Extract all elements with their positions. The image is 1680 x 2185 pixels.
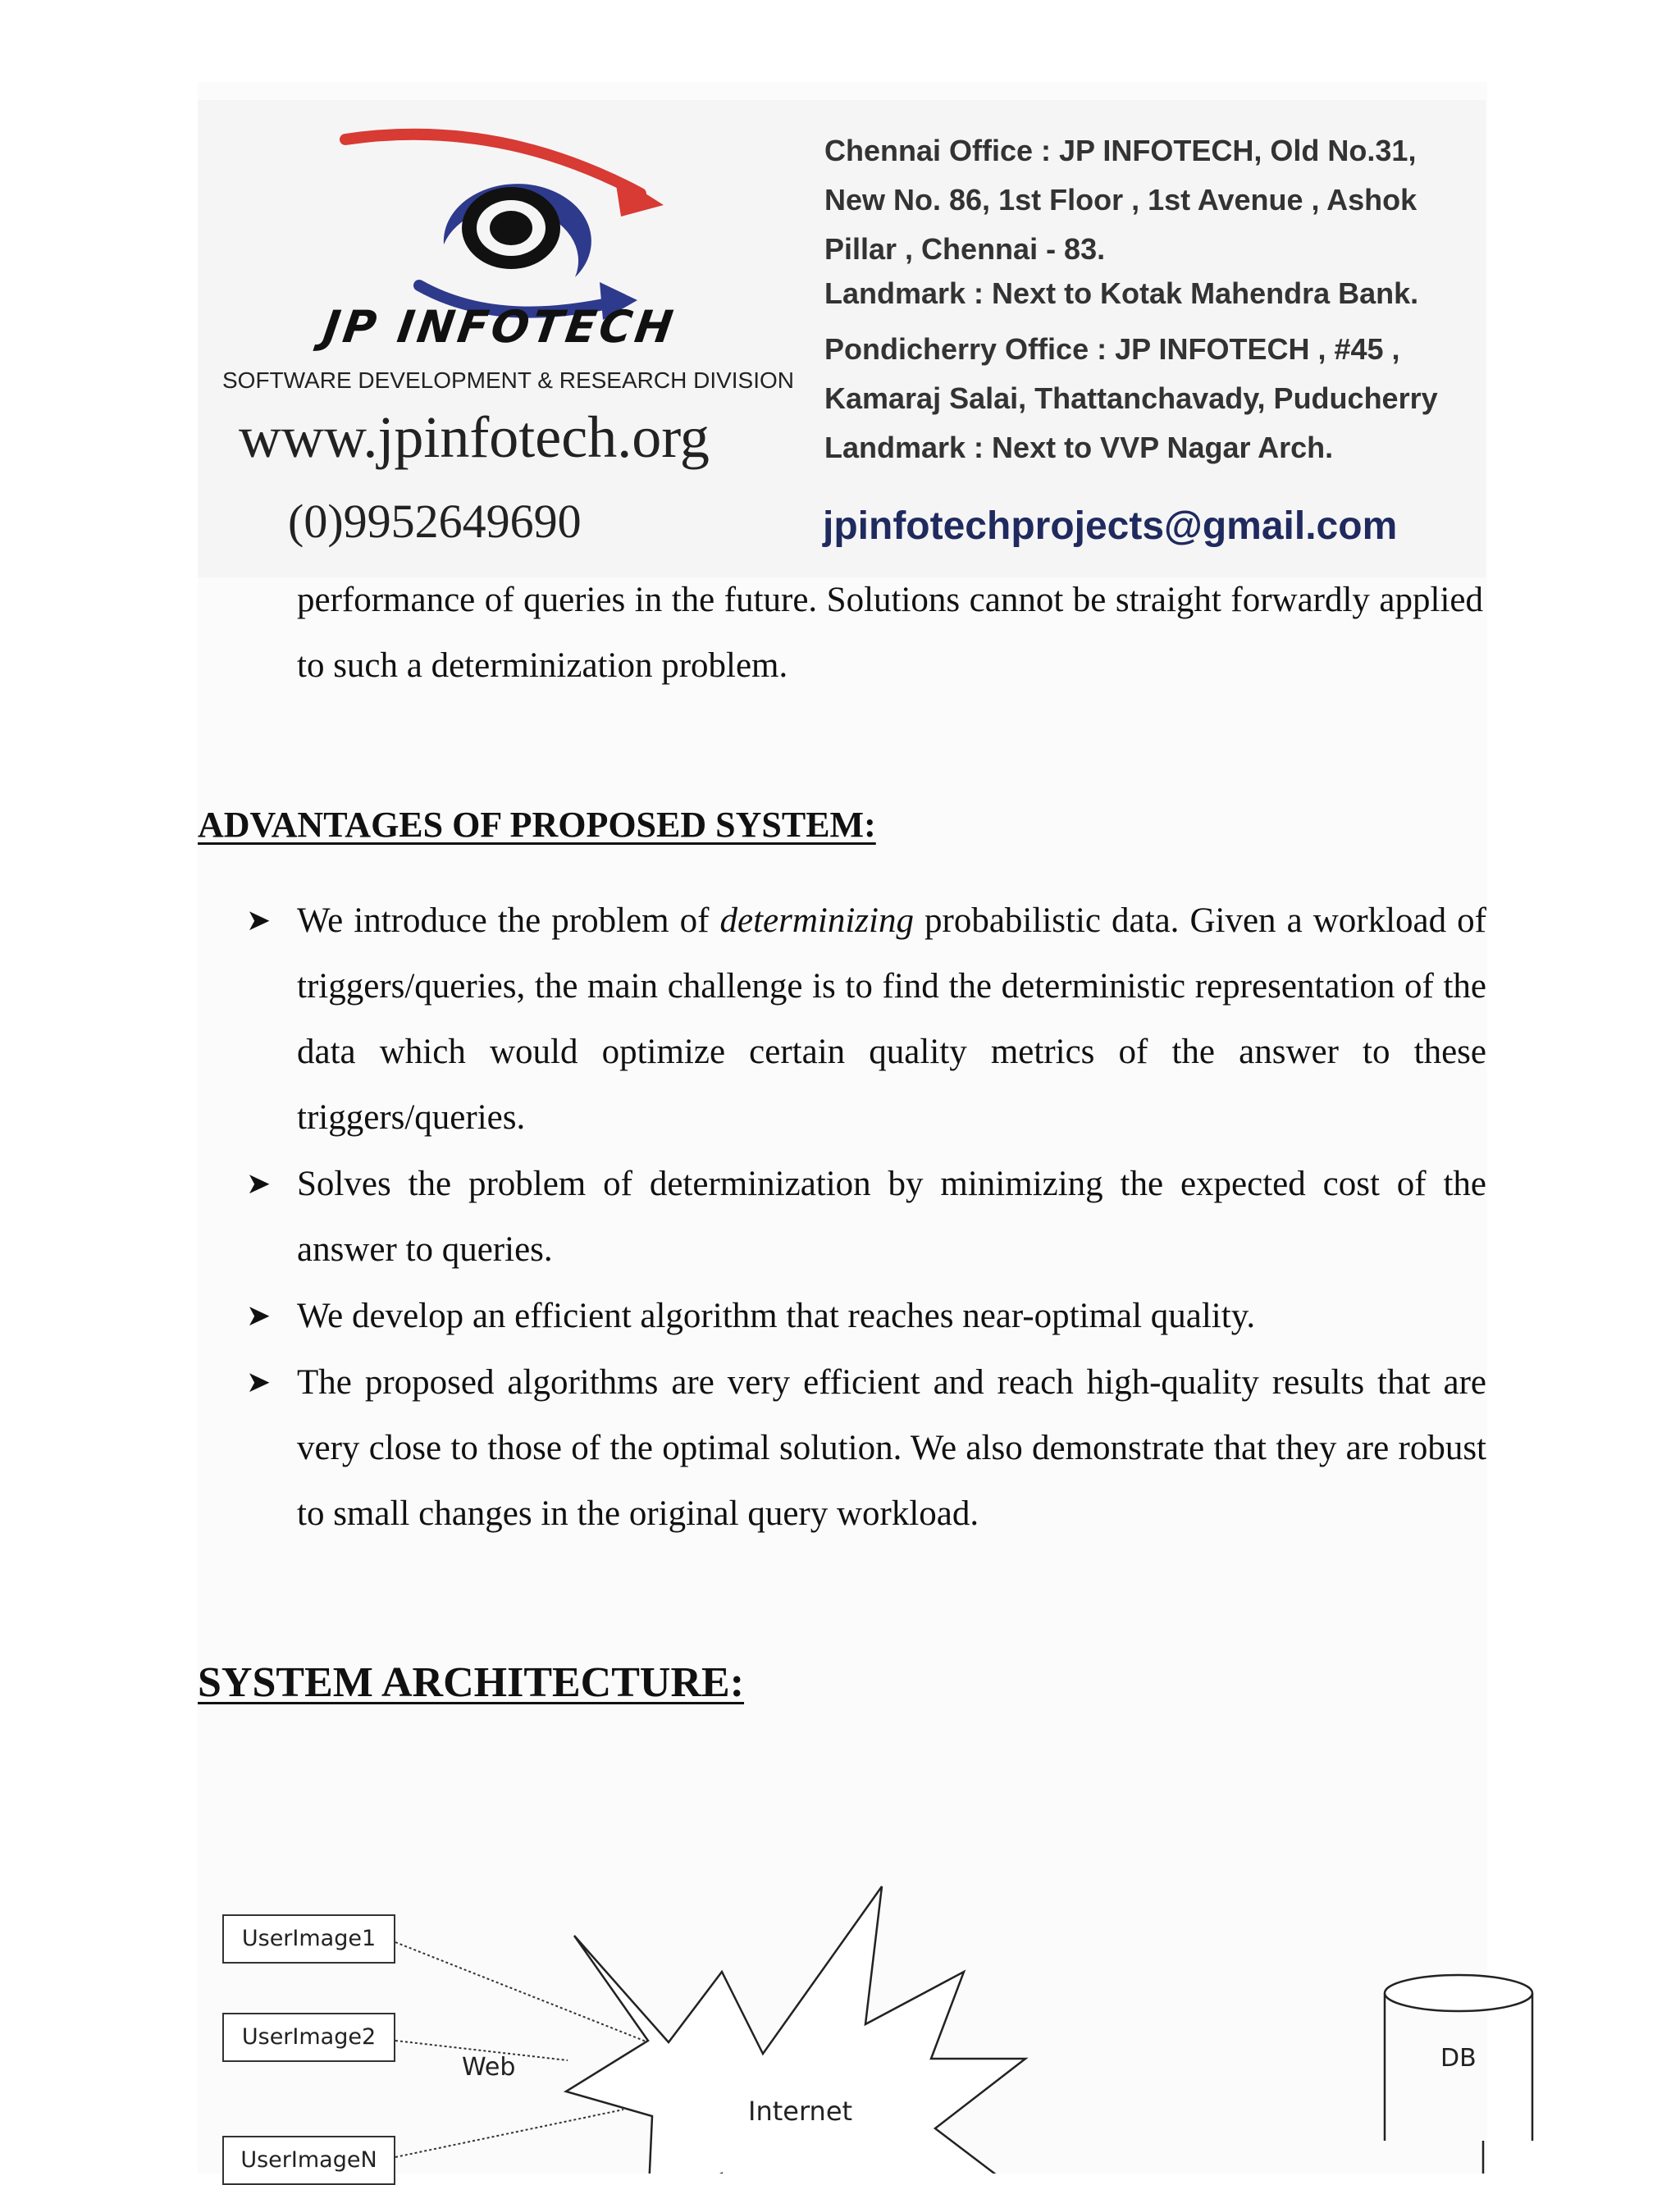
connector-line (395, 2110, 623, 2157)
internet-label: Internet (748, 2096, 853, 2127)
architecture-diagram (0, 1845, 1680, 2174)
office-addresses (824, 126, 1481, 472)
arrowhead-bullet-icon: ➤ (246, 1366, 272, 1399)
bullet-text: The proposed algorithms are very efficient and reach high-quality results that are very close to those of the optimal solution. We also demonstrate that they are robust to small changes in the original query workload. (297, 1363, 1486, 1533)
user-image-box: UserImageN (222, 2136, 395, 2185)
web-label: Web (462, 2053, 516, 2082)
db-label: DB (1440, 2044, 1477, 2073)
list-item (246, 888, 1486, 1151)
arrowhead-bullet-icon: ➤ (246, 904, 272, 937)
chennai-office-line: Chennai Office : JP INFOTECH, Old No.31, (824, 134, 1417, 167)
letterhead (198, 100, 1486, 577)
list-item (246, 1152, 1486, 1283)
emphasis-term: determinizing (719, 901, 914, 940)
email-address: jpinfotechprojects@gmail.com (823, 504, 1398, 548)
division-tagline: SOFTWARE DEVELOPMENT & RESEARCH DIVISION (222, 367, 795, 393)
connector-line (395, 1942, 648, 2042)
bullet-text: We develop an efficient algorithm that reaches near-optimal quality. (297, 1297, 1256, 1335)
intro-paragraph: performance of queries in the future. Solutions cannot be straight forwardly applied to such a determinization problem. (297, 581, 1483, 685)
bullet-text-part: We introduce the problem of (297, 901, 720, 940)
arrowhead-bullet-icon: ➤ (246, 1299, 272, 1333)
chennai-office-line: New No. 86, 1st Floor , 1st Avenue , Ashok (824, 183, 1418, 217)
advantages-list (246, 888, 1486, 1548)
list-item (246, 1350, 1486, 1547)
pondicherry-office-line: Pondicherry Office : JP INFOTECH , #45 , (824, 332, 1400, 366)
arrowhead-bullet-icon: ➤ (246, 1167, 272, 1201)
phone-number: (0)9952649690 (288, 495, 582, 548)
website-address: www.jpinfotech.org (239, 404, 710, 470)
bullet-text: Solves the problem of determinization by minimizing the expected cost of the answer to queries. (297, 1165, 1486, 1269)
chennai-office-line: Pillar , Chennai - 83. (824, 232, 1106, 266)
advantages-heading: ADVANTAGES OF PROPOSED SYSTEM: (198, 805, 876, 845)
pondicherry-office-line: Landmark : Next to VVP Nagar Arch. (824, 431, 1334, 464)
architecture-heading: SYSTEM ARCHITECTURE: (198, 1659, 745, 1706)
chennai-office-line: Landmark : Next to Kotak Mahendra Bank. (824, 276, 1419, 310)
internet-cloud-icon (566, 1886, 1038, 2174)
list-item (246, 1284, 1486, 1349)
user-image-box: UserImage2 (222, 2013, 395, 2062)
user-image-box: UserImage1 (222, 1914, 395, 1964)
pondicherry-office-line: Kamaraj Salai, Thattanchavady, Puducherry (824, 381, 1438, 415)
company-name: JP INFOTECH (320, 301, 679, 353)
bullet-text-part: probabilistic data. Given a workload of triggers/queries, the main challenge is to find the deterministic representation of the data which would optimize certain quality metrics of the answer to these triggers/queries. (297, 901, 1486, 1137)
